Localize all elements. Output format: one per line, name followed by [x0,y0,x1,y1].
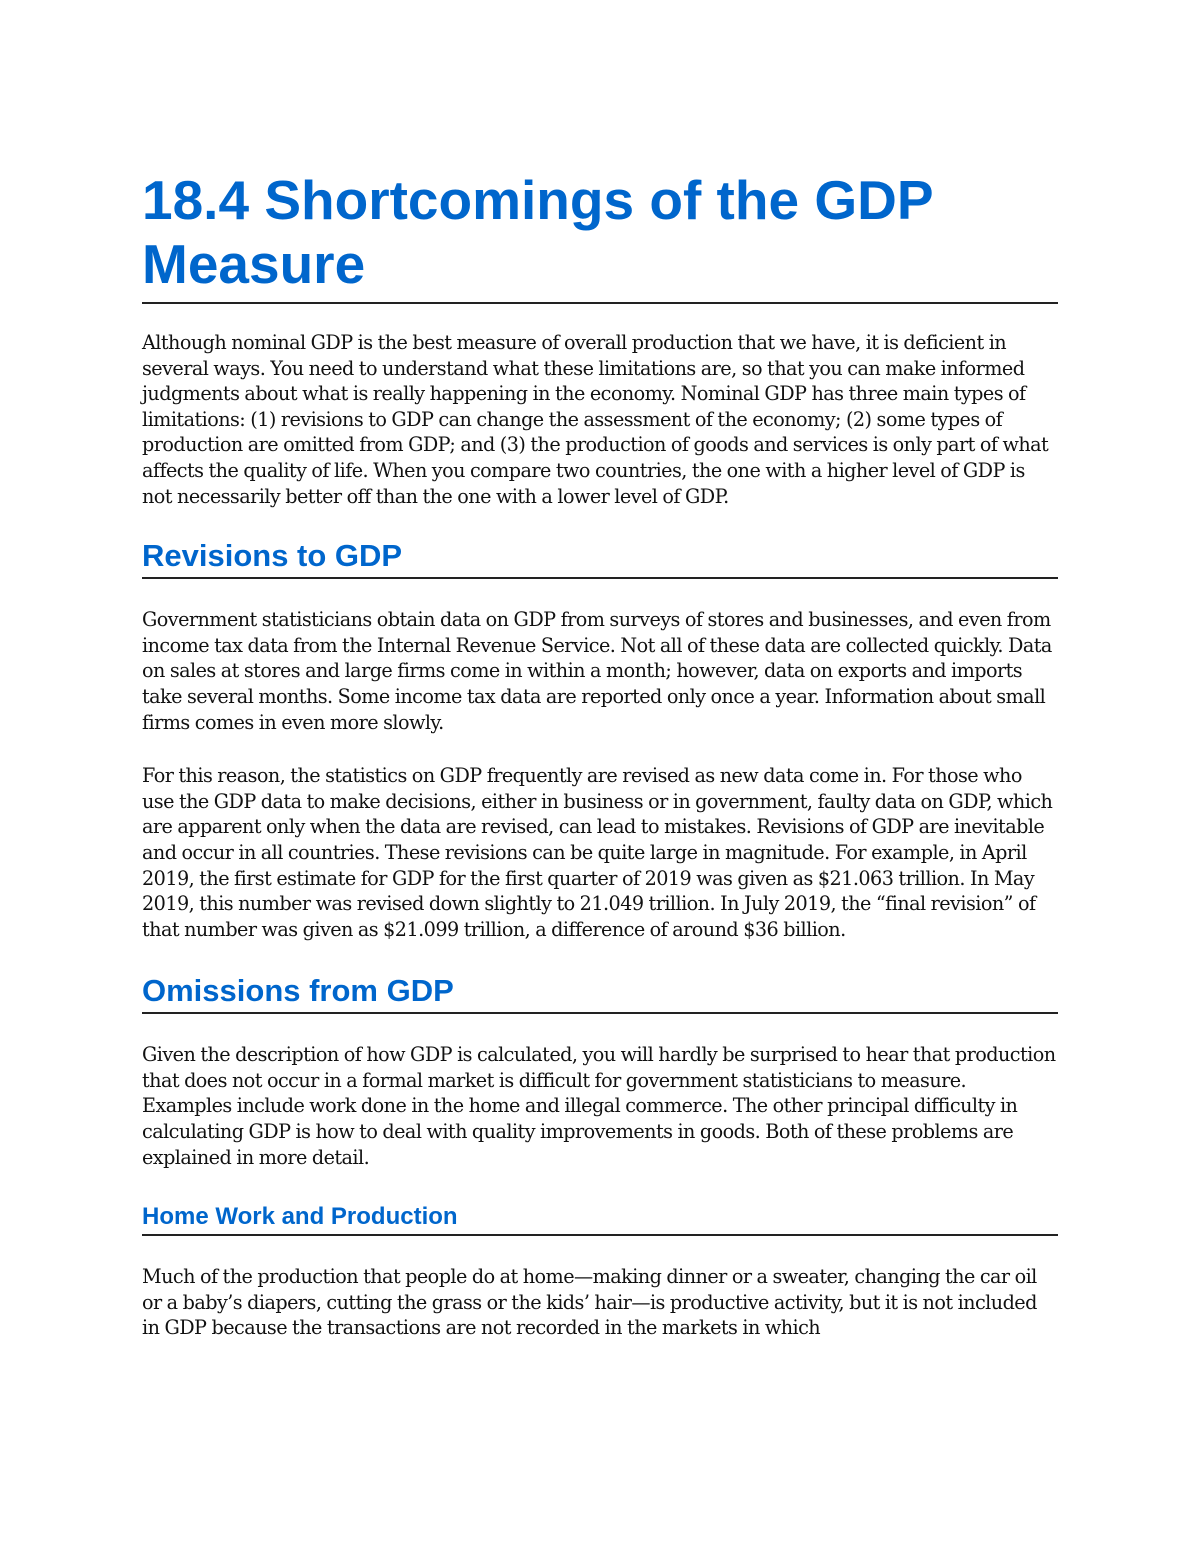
omissions-paragraph: Given the description of how GDP is calculated, you will hardly be surprised to hear that production that does not occur in a formal market is difficult for government statisticians to measure. Examples include work done in the home and illegal commerce. The other principal difficulty in calculating GDP is how to deal with quality improvements in goods. Both of these problems are explained in more detail. [142,1043,1056,1169]
revisions-paragraph-2: For this reason, the statistics on GDP frequently are revised as new data come in. For those who use the GDP data to make decisions, either in business or in government, faulty data on GDP, which are apparent only when the data are revised, can lead to mistakes. Revisions of GDP are inevitable and occur in all countries. These revisions can be quite large in magnitude. For example, in April 2019, the first estimate for GDP for the first quarter of 2019 was given as $21.063 trillion. In May 2019, this number was revised down slightly to 21.049 trillion. In July 2019, the “final revision” of that number was given as $21.099 trillion, a difference of around $36 billion. [142,764,1053,941]
document-page [142,168,1058,1341]
subsection-heading-home-work: Home Work and Production [142,1202,1058,1236]
section-heading-revisions: Revisions to GDP [142,537,1058,579]
intro-paragraph: Although nominal GDP is the best measure of overall production that we have, it is deficient in several ways. You need to understand what these limitations are, so that you can make informed judgments about what is really happening in the economy. Nominal GDP has three main types of limitations: (1) revisions to GDP can change the assessment of the economy; (2) some types of production are omitted from GDP; and (3) the production of goods and services is only part of what affects the quality of life. When you compare two countries, the one with a higher level of GDP is not necessarily better off than the one with a lower level of GDP. [142,331,1049,508]
home-work-paragraph: Much of the production that people do at home—making dinner or a sweater, changing the car oil or a baby’s diapers, cutting the grass or the kids’ hair—is productive activity, but it is not included in GDP because the transactions are not recorded in the markets in which [142,1265,1037,1340]
section-heading-omissions: Omissions from GDP [142,972,1058,1014]
page-title: 18.4 Shortcomings of the GDP Measure [142,168,1058,304]
revisions-paragraph-1: Government statisticians obtain data on GDP from surveys of stores and businesses, and even from income tax data from the Internal Revenue Service. Not all of these data are collected quickly. Data on sales at stores and large firms come in within a month; however, data on exports and imports take several months. Some income tax data are reported only once a year. Information about small firms comes in even more slowly. [142,608,1052,734]
